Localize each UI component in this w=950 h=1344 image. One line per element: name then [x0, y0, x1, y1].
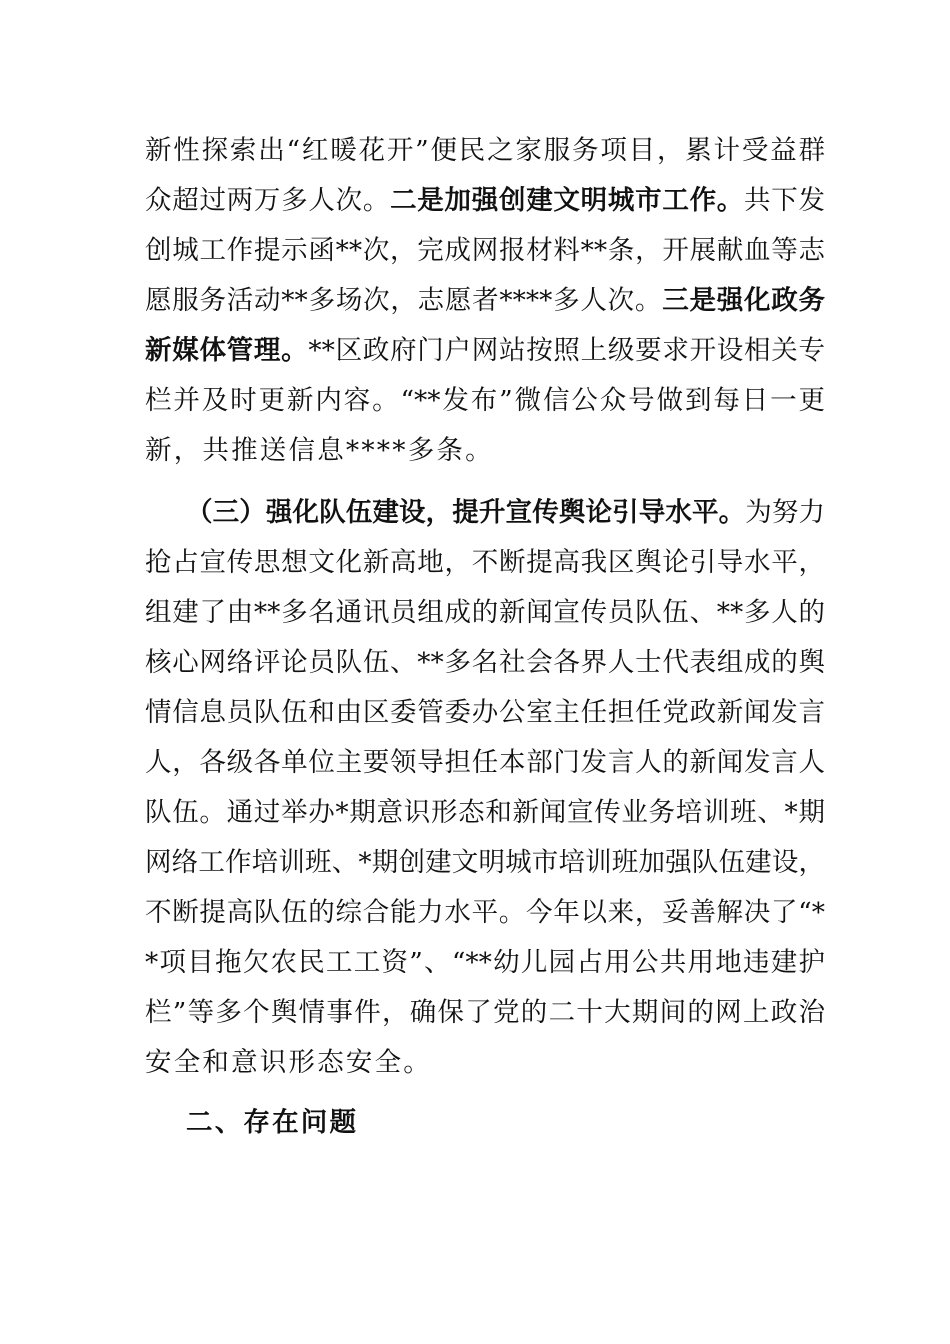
text-run: 安全和意识形态安全。	[145, 1047, 432, 1078]
text-run: *项目拖欠农民工工资”、“**幼儿园占用公共用地违建护	[145, 947, 825, 978]
text-line	[145, 636, 825, 690]
text-run: 众超过两万多人次。	[145, 185, 391, 216]
text-run: 为努力	[745, 497, 826, 528]
text-line	[145, 536, 825, 590]
text-line	[145, 736, 825, 790]
text-run: 情信息员队伍和由区委管委办公室主任担任党政新闻发言	[145, 697, 825, 728]
text-run: 组建了由**多名通讯员组成的新闻宣传员队伍、**多人的	[145, 597, 825, 628]
text-line	[145, 1036, 825, 1090]
text-run: 共下发	[744, 185, 826, 216]
text-line	[145, 124, 825, 178]
bold-heading-run: 二是加强创建文明城市工作。	[390, 185, 745, 216]
text-line	[145, 586, 825, 640]
text-line	[145, 224, 825, 278]
text-run: 新性探索出“红暖花开”便民之家服务项目，累计受益群	[145, 135, 825, 166]
text-line	[145, 324, 825, 378]
text-run: 创城工作提示函**次，完成网报材料**条，开展献血等志	[145, 235, 825, 266]
bold-heading-run: 三是强化政务	[662, 285, 826, 316]
text-run: 愿服务活动**多场次，志愿者****多人次。	[145, 285, 663, 316]
section-title-text: 二、存在问题	[186, 1107, 359, 1138]
text-line	[145, 424, 825, 478]
bold-heading-run: （三）强化队伍建设，提升宣传舆论引导水平。	[186, 497, 746, 528]
text-run: **区政府门户网站按照上级要求开设相关专	[308, 335, 825, 366]
text-run: 队伍。通过举办*期意识形态和新闻宣传业务培训班、*期	[145, 797, 825, 828]
text-line	[145, 174, 825, 228]
text-run: 栏并及时更新内容。“**发布”微信公众号做到每日一更	[145, 385, 825, 416]
text-run: 抢占宣传思想文化新高地，不断提高我区舆论引导水平，	[145, 547, 825, 578]
text-run: 人，各级各单位主要领导担任本部门发言人的新闻发言人	[145, 747, 825, 778]
bold-heading-run: 新媒体管理。	[145, 335, 309, 366]
text-line	[145, 274, 825, 328]
text-line	[145, 836, 825, 890]
text-line	[145, 986, 825, 1040]
text-line	[145, 786, 825, 840]
text-run: 网络工作培训班、*期创建文明城市培训班加强队伍建设，	[145, 847, 825, 878]
text-run: 核心网络评论员队伍、**多名社会各界人士代表组成的舆	[145, 647, 825, 678]
text-run: 栏”等多个舆情事件，确保了党的二十大期间的网上政治	[145, 997, 825, 1028]
text-run: 不断提高队伍的综合能力水平。今年以来，妥善解决了“*	[145, 897, 825, 928]
text-line	[145, 374, 825, 428]
section-heading-line	[186, 486, 825, 540]
text-run: 新，共推送信息****多条。	[145, 435, 494, 466]
text-line	[145, 686, 825, 740]
text-line	[145, 936, 825, 990]
text-line	[145, 886, 825, 940]
section-title	[186, 1096, 825, 1150]
